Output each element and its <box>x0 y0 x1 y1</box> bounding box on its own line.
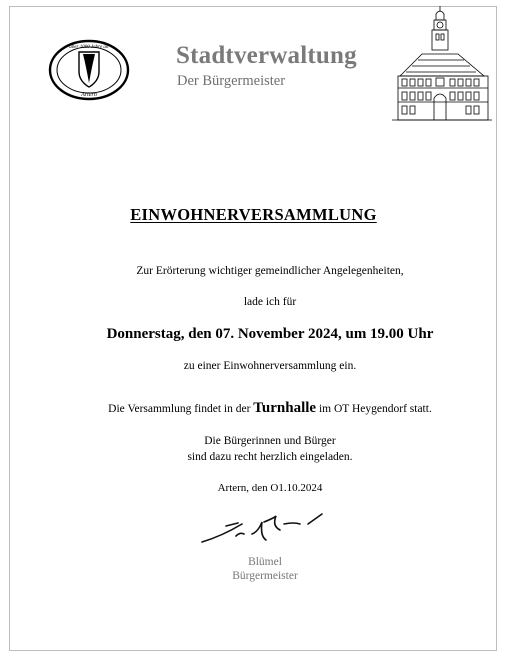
signer-role: Bürgermeister <box>232 570 298 582</box>
invite-line: lade ich für <box>243 296 297 308</box>
intro-line: Zur Erörterung wichtiger gemeindlicher Angelegenheiten, <box>136 265 404 277</box>
town-hall-drawing <box>392 6 492 122</box>
place-date-line: Artern, den O1.10.2024 <box>217 482 323 494</box>
town-seal-icon <box>48 39 130 101</box>
invitation-line-1: Die Bürgerinnen und Bürger <box>204 435 336 447</box>
venue-suffix: im OT Heygendorf statt. <box>318 403 432 415</box>
handwritten-signature <box>200 512 330 548</box>
header-subtitle: Der Bürgermeister <box>177 73 286 89</box>
seal-text-bottom: Artern <box>81 92 97 98</box>
venue-name: Turnhalle <box>253 400 317 416</box>
venue-line <box>0 400 507 417</box>
seal-text-top: über 1000 Jahre alt <box>69 45 109 50</box>
venue-prefix: Die Versammlung findet in der <box>108 403 251 415</box>
signer-name: Blümel <box>248 556 282 568</box>
header-title: Stadtverwaltung <box>176 42 357 69</box>
meeting-date-line: Donnerstag, den 07. November 2024, um 19.00 Uhr <box>106 326 434 342</box>
meeting-purpose-line: zu einer Einwohnerversammlung ein. <box>183 360 357 372</box>
document-heading: EINWOHNERVERSAMMLUNG <box>130 205 377 224</box>
invitation-line-2: sind dazu recht herzlich eingeladen. <box>187 451 353 463</box>
